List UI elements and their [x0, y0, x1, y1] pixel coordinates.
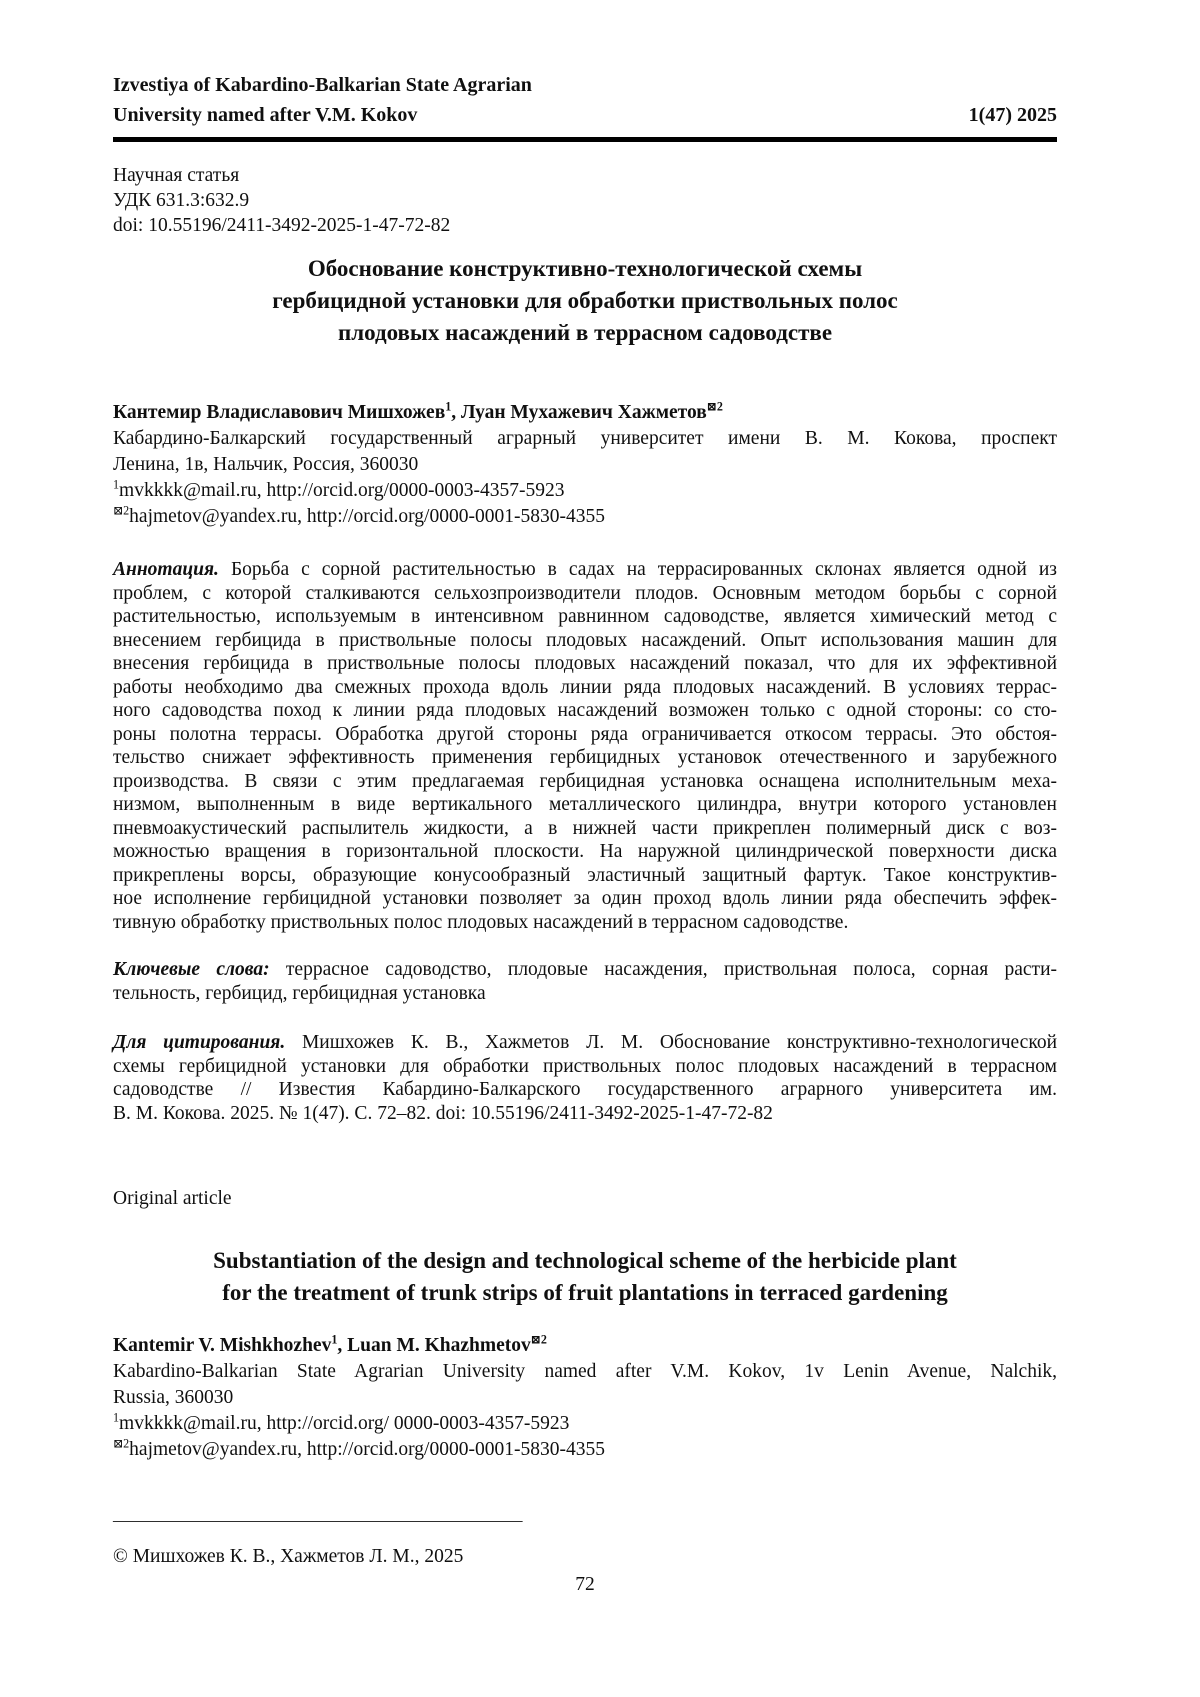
journal-header	[113, 70, 1057, 142]
contact-line	[113, 478, 1057, 504]
abstract-line: ное исполнение гербицидной установки позволяет за один проход вдоль линии ряда обеспечить эффек-	[113, 888, 1057, 909]
abstract-line: растительностью, используемым в интенсивном равнинном садоводстве, является химический метод с	[113, 606, 1057, 627]
issue-number: 1(47) 2025	[968, 104, 1057, 126]
contact-line	[113, 1411, 1057, 1437]
header-rule	[113, 137, 1057, 142]
title-line: гербицидной установки для обработки приствольных полос	[272, 288, 898, 313]
keywords-line	[113, 958, 1057, 982]
doi: doi: 10.55196/2411-3492-2025-1-47-72-82	[113, 215, 451, 236]
abstract-label: Аннотация.	[113, 559, 219, 580]
citation-line: В. М. Кокова. 2025. № 1(47). С. 72–82. doi: 10.55196/2411-3492-2025-1-47-72-82	[113, 1102, 773, 1124]
author-affiliation-mark: 1	[331, 1332, 338, 1346]
corresponding-author-icon: ⊠2	[113, 1436, 130, 1450]
authors-separator: ,	[451, 402, 462, 423]
abstract-line: производства. В связи с этим предлагаемая гербицидная установка оснащена исполнительным меха-	[113, 770, 1057, 792]
abstract-line: низмом, выполненным в виде вертикального металлического цилиндра, внутри которого установлен	[113, 794, 1057, 815]
title-line: for the treatment of trunk strips of fruit plantations in terraced gardening	[222, 1279, 948, 1305]
title-line: Обоснование конструктивно-технологической схемы	[307, 256, 863, 281]
abstract-line: прикреплены ворсы, образующие конусообразный эластичный защитный фартук. Такое конструктив-	[113, 864, 1057, 886]
abstract-line: работы необходимо два смежных прохода вдоль линии ряда плодовых насаждений. В условиях террас-	[113, 676, 1057, 698]
abstract-line: роны полотна террасы. Обработка другой стороны ряда ограничивается откосом террасы. Это обстоя-	[113, 723, 1057, 745]
footnote-divider: —————————————————————	[113, 1509, 523, 1531]
abstract-line: пневмоакустический распылитель жидкости, а в нижней части прикреплен полимерный диск с воз-	[113, 817, 1057, 839]
keywords-line: тельность, гербицид, гербицидная установка	[113, 982, 486, 1004]
page-number: 72	[575, 1573, 595, 1595]
contact-email-orcid: hajmetov@yandex.ru, http://orcid.org/0000-0001-5830-4355	[129, 1438, 605, 1460]
author-name: Luan M. Khazhmetov	[347, 1334, 531, 1356]
authors-names-ru	[113, 400, 1057, 426]
author-name: Kantemir V. Mishkhozhev	[113, 1334, 332, 1356]
keywords-ru	[113, 958, 1057, 1005]
keywords-label: Ключевые слова:	[113, 959, 270, 980]
article-type-ru: Научная статья	[113, 165, 240, 186]
abstract-line: можностью вращения в горизонтальной плоскости. На наружной цилиндрической поверхности диска	[113, 841, 1057, 862]
citation-line	[113, 1031, 1057, 1055]
abstract-line	[113, 558, 1057, 582]
author-affiliation-mark: 1	[113, 477, 120, 492]
citation-line: схемы гербицидной установки для обработки приствольных полос плодовых насаждений в террасном	[113, 1055, 1057, 1077]
keywords-text: террасное садоводство, плодовые насаждения, приствольная полоса, сорная расти-	[285, 959, 1057, 980]
citation-line: садоводстве // Известия Кабардино-Балкарского государственного аграрного университета им.	[113, 1079, 1057, 1100]
contact-email-orcid: mvkkkk@mail.ru, http://orcid.org/ 0000-0003-4357-5923	[119, 1412, 570, 1434]
authors-block-en	[113, 1333, 1057, 1463]
authors-block-ru	[113, 400, 1057, 530]
journal-title-line2: University named after V.M. Kokov	[113, 104, 418, 126]
authors-separator: ,	[337, 1334, 348, 1356]
udc-code: УДК 631.3:632.9	[113, 190, 250, 211]
author-name: Кантемир Владиславович Мишхожев	[113, 402, 446, 423]
abstract-line: тивную обработку приствольных полос плодовых насаждений в террасном садоводстве.	[113, 911, 849, 933]
affiliation-line: Ленина, 1в, Нальчик, Россия, 360030	[113, 454, 419, 475]
article-type-en: Original article	[113, 1188, 232, 1209]
citation-label: Для цитирования.	[113, 1032, 286, 1053]
corresponding-author-icon: ⊠2	[706, 399, 723, 414]
affiliation-line: Kabardino-Balkarian State Agrarian University named after V.M. Kokov, 1v Lenin Avenue, Nalchik,	[113, 1360, 1057, 1382]
contact-email-orcid: hajmetov@yandex.ru, http://orcid.org/0000-0001-5830-4355	[129, 506, 605, 527]
abstract-line: проблем, с которой сталкиваются сельхозпроизводители плодов. Основным методом борьбы с сорной	[113, 582, 1057, 604]
abstract-line: внесением гербицида в приствольные полосы плодовых насаждений. Опыт использования машин для	[113, 629, 1057, 651]
author-affiliation-mark: 1	[113, 1410, 120, 1424]
abstract-text: Борьба с сорной растительностью в садах на террасированных склонах является одной из	[230, 559, 1057, 580]
contact-email-orcid: mvkkkk@mail.ru, http://orcid.org/0000-0003-4357-5923	[119, 480, 565, 501]
author-affiliation-mark: 1	[445, 399, 452, 414]
citation-text: Мишхожев К. В., Хажметов Л. М. Обоснование конструктивно-технологической	[301, 1032, 1057, 1053]
authors-names-en	[113, 1333, 1057, 1359]
article-meta	[113, 163, 1057, 238]
affiliation-line: Russia, 360030	[113, 1386, 234, 1408]
article-title-en	[113, 1245, 1057, 1309]
title-line: Substantiation of the design and technological scheme of the herbicide plant	[213, 1247, 957, 1273]
abstract-line: ного садоводства поход к линии ряда плодовых насаждений возможен только с одной стороны: со сто-	[113, 700, 1057, 721]
abstract-line: тельство снижает эффективность применения гербицидных установок отечественного и зарубежного	[113, 747, 1057, 768]
copyright-line: © Мишхожев К. В., Хажметов Л. М., 2025	[113, 1546, 464, 1567]
corresponding-author-icon: ⊠2	[113, 503, 130, 518]
contact-line	[113, 504, 1057, 530]
title-line: плодовых насаждений в террасном садоводстве	[337, 320, 833, 345]
corresponding-author-icon: ⊠2	[530, 1332, 547, 1346]
affiliation-line: Кабардино-Балкарский государственный аграрный университет имени В. М. Кокова, проспект	[113, 428, 1057, 449]
author-name: Луан Мухажевич Хажметов	[461, 402, 707, 423]
article-title-ru	[113, 253, 1057, 349]
abstract-line: внесения гербицида в приствольные полосы плодовых насаждений показал, что для их эффективной	[113, 653, 1057, 674]
journal-title-line1: Izvestiya of Kabardino-Balkarian State Agrarian	[113, 74, 532, 96]
contact-line	[113, 1437, 1057, 1463]
abstract-ru	[113, 558, 1057, 934]
citation-ru	[113, 1031, 1057, 1125]
